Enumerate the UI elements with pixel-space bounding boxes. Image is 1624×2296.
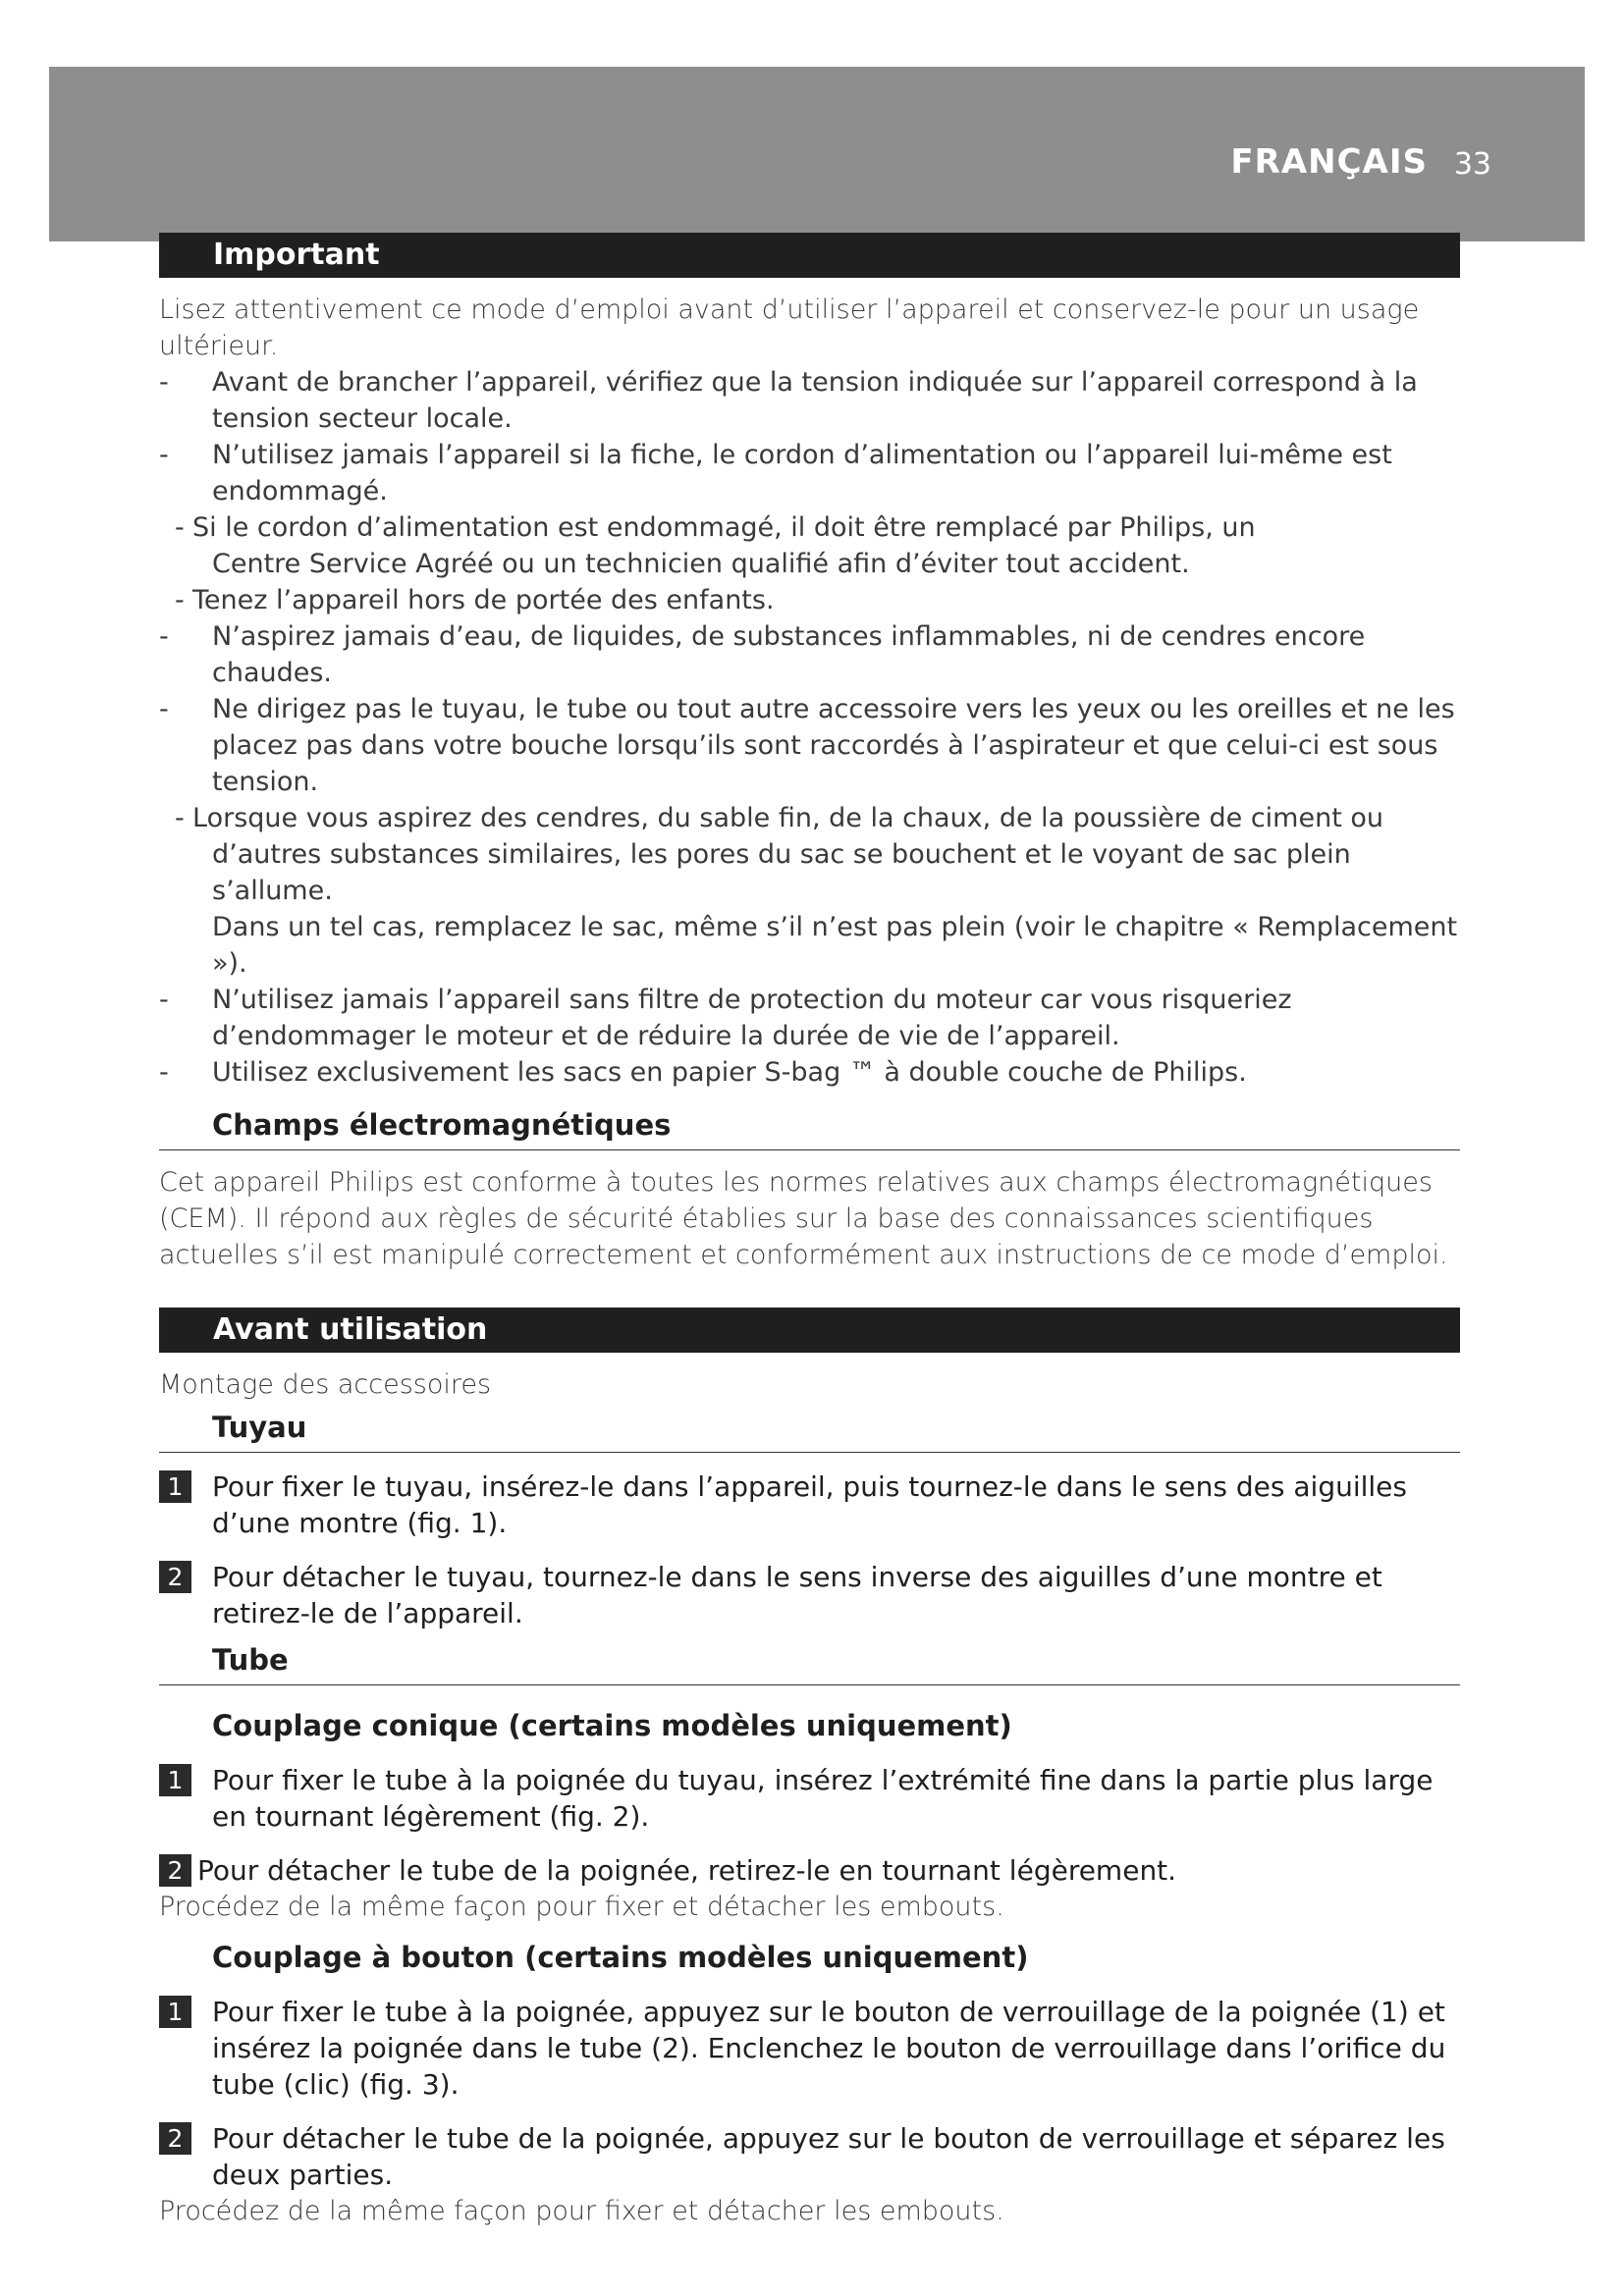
- list-item: - Si le cordon d’alimentation est endommagé, il doit être remplacé par Philips, un Centre Service Agréé ou un technicien qualifié afin d’éviter tout accident.: [175, 512, 1256, 579]
- header-language: FRANÇAIS: [1230, 142, 1428, 182]
- step-number: 2: [159, 1561, 191, 1593]
- tuyau-heading: Tuyau: [159, 1409, 1460, 1453]
- list-item: - Utilisez exclusivement les sacs en papier S-bag ™ à double couche de Philips.: [159, 1057, 1247, 1088]
- emf-text: Cet appareil Philips est conforme à toutes les normes relatives aux champs électromagnétiques (CEM). Il répond aux règles de sécurité établies sur la base des connaissances scientifiques actuelles s’il est manipulé correctement et conformément aux instructions de ce mode d’emploi.: [159, 1167, 1448, 1270]
- bouton-heading: Couplage à bouton (certains modèles uniquement): [212, 1941, 1029, 1974]
- step-number: 1: [159, 1470, 191, 1503]
- list-item: - Lorsque vous aspirez des cendres, du sable fin, de la chaux, de la poussière de ciment ou d’autres substances similaires, les pores du sac se bouchent et le voyant de sac plein s’allume. Dans un tel cas, remplacez le sac, même s’il n’est pas plein (voir le chapitre « Remplacement »).: [175, 803, 1458, 979]
- list-item: - N’utilisez jamais l’appareil sans filtre de protection du moteur car vous risqueriez d’endommager le moteur et de réduire la durée de vie de l’appareil.: [159, 985, 1292, 1051]
- tuyau-step-2: 2 Pour détacher le tuyau, tournez-le dans le sens inverse des aiguilles d’une montre et retirez-le de l’appareil.: [159, 1559, 1460, 1631]
- bouton-note: Procédez de la même façon pour fixer et détacher les embouts.: [159, 2196, 1004, 2226]
- step-number: 2: [159, 2122, 191, 2155]
- page-number: 33: [1453, 147, 1491, 182]
- conique-heading: Couplage conique (certains modèles uniquement): [212, 1709, 1012, 1742]
- tuyau-step-1: 1 Pour fixer le tuyau, insérez-le dans l’appareil, puis tournez-le dans le sens des aiguilles d’une montre (fig. 1).: [159, 1468, 1460, 1541]
- bouton-step-2: 2 Pour détacher le tube de la poignée, appuyez sur le bouton de verrouillage et séparez les deux parties.: [159, 2120, 1460, 2193]
- section-important-title: Important: [159, 233, 1460, 278]
- tube-heading: Tube: [159, 1641, 1460, 1685]
- list-item: - Tenez l’appareil hors de portée des enfants.: [175, 585, 775, 615]
- conique-note: Procédez de la même façon pour fixer et détacher les embouts.: [159, 1892, 1004, 1922]
- list-item: - N’utilisez jamais l’appareil si la fiche, le cordon d’alimentation ou l’appareil lui-même est endommagé.: [159, 440, 1392, 507]
- page-content: [159, 233, 1460, 2229]
- list-item: - N’aspirez jamais d’eau, de liquides, de substances inflammables, ni de cendres encore chaudes.: [159, 621, 1366, 688]
- important-intro: Lisez attentivement ce mode d’emploi avant d’utiliser l’appareil et conservez-le pour un usage ultérieur.: [159, 294, 1420, 361]
- step-number: 2: [159, 1854, 191, 1887]
- list-item: - Avant de brancher l’appareil, vérifiez que la tension indiquée sur l’appareil correspond à la tension secteur locale.: [159, 367, 1418, 434]
- step-number: 1: [159, 1764, 191, 1796]
- avant-intro: Montage des accessoires: [159, 1369, 492, 1400]
- bouton-step-1: 1 Pour fixer le tube à la poignée, appuyez sur le bouton de verrouillage de la poignée (1) et insérez la poignée dans le tube (2). Enclenchez le bouton de verrouillage dans l’orifice du tube (clic) (fig. 3).: [159, 1994, 1460, 2103]
- section-avant-title: Avant utilisation: [159, 1308, 1460, 1353]
- conique-step-2: 2 Pour détacher le tube de la poignée, retirez-le en tournant légèrement.: [159, 1852, 1460, 1889]
- step-number: 1: [159, 1996, 191, 2028]
- list-item: - Ne dirigez pas le tuyau, le tube ou tout autre accessoire vers les yeux ou les oreilles et ne les placez pas dans votre bouche lorsqu’ils sont raccordés à l’aspirateur et que celui-ci est sous tension.: [159, 694, 1455, 797]
- emf-heading: Champs électromagnétiques: [159, 1106, 1460, 1150]
- conique-step-1: 1 Pour fixer le tube à la poignée du tuyau, insérez l’extrémité fine dans la partie plus large en tournant légèrement (fig. 2).: [159, 1762, 1460, 1835]
